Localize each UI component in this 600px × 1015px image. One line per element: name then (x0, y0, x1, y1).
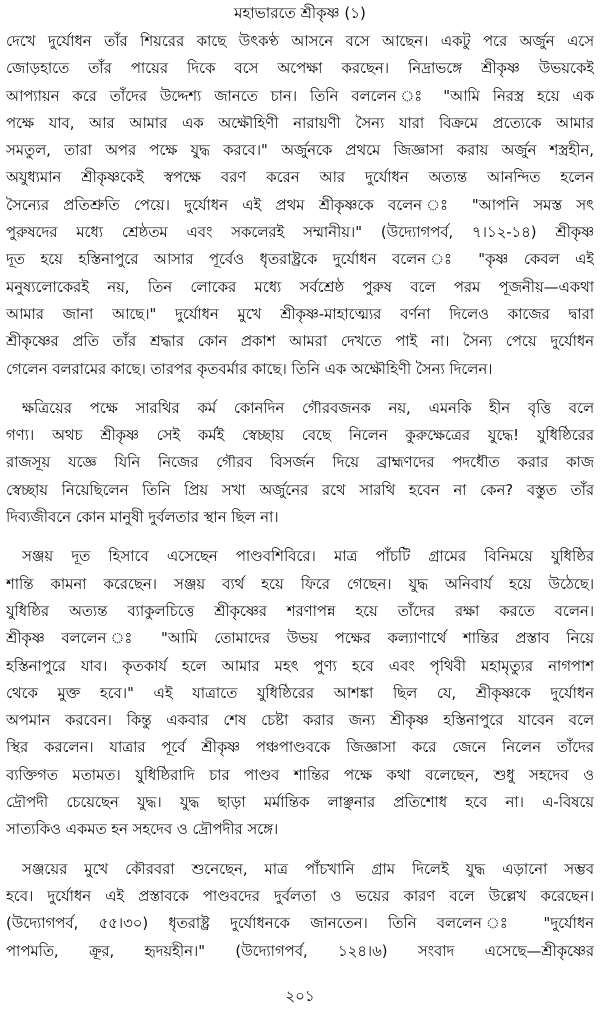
text-line: ক্ষত্রিয়ের পক্ষে সারথির কর্ম কোনদিন গৌরবজনক নয়, এমনকি হীন বৃত্তি বলে (22, 399, 594, 417)
text-line: শ্রীকৃষ্ণ বললেন ঃ "আমি তোমাদের উভয় পক্ষের কল্যাণার্থে শান্তির প্রস্তাব নিয়ে (6, 630, 594, 648)
text-line: দেখে দুর্যোধন তাঁর শিয়রের কাছে উৎকণ্ঠ আসনে বসে আছেন। একটু পরে অর্জুন এসে (6, 33, 594, 50)
text-line: পুরুষদের মধ্যে শ্রেষ্ঠতম এবং সকলেরই সম্মানীয়।" (উদ্যোগপর্ব, ৭।১২-১৪) শ্রীকৃষ্ণ (6, 224, 594, 242)
page-number: ২০১ (285, 987, 315, 1005)
paragraph-gap (6, 844, 594, 856)
text-line: স্বেচ্ছায় নিয়েছিলেন তিনি প্রিয় সখা অর্জুনের রথে সারথি হবেন না কেন? বস্তুত তাঁর (6, 481, 594, 499)
text-line: পক্ষে যাব, আর আমার এক অক্ষৌহিণী নারায়ণী সৈন্য যারা বিক্রমে প্রত্যেকে আমার (6, 114, 594, 132)
text-line: দূত হয়ে হস্তিনাপুরে আসার পূর্বেও ধৃতরাষ্ট্রকে দুর্যোধন বলেন ঃ "কৃষ্ণ কেবল এই (6, 251, 594, 269)
running-header-title: মহাভারতে শ্রীকৃষ্ণ (১) (234, 4, 366, 22)
text-line: জোড়হাতে তাঁর পায়ের দিকে বসে অপেক্ষা করছেন। নিদ্রাভঙ্গে শ্রীকৃষ্ণ উভয়কেই (6, 60, 594, 78)
paragraph-gap (6, 383, 594, 395)
text-line: সমতুল, তারা অপর পক্ষে যুদ্ধ করবে।" অর্জুনকে প্রথমে জিজ্ঞাসা করায় অর্জুন শস্ত্রহীন, (6, 142, 594, 160)
text-line: শান্তি কামনা করেছেন। সঞ্জয় ব্যর্থ হয়ে ফিরে গেছেন। যুদ্ধ অনিবার্য হয়ে উঠেছে। (6, 575, 594, 593)
text-line: দ্রৌপদী চেয়েছেন যুদ্ধ। যুদ্ধ ছাড়া মর্মান্তিক লাঞ্ছনার প্রতিশোধ হবে না। এ-বিষয়ে (6, 794, 594, 812)
text-line: রাজসূয় যজ্ঞে যিনি নিজের গৌরব বিসর্জন দিয়ে ব্রাহ্মণদের পদধৌত করার কাজ (6, 454, 594, 472)
text-line: (উদ্যোগপর্ব, ৫৫।৩০) ধৃতরাষ্ট্র দুর্যোধনকে জানতেন। তিনি বললেন ঃ "দুর্যোধন (6, 915, 594, 933)
text-line: আপ্যায়ন করে তাঁদের উদ্দেশ্য জানতে চান। তিনি বললেন ঃ "আমি নিরস্ত্র হয়ে এক (6, 87, 594, 105)
text-line: আমার জানা আছে।" দুর্যোধন মুখে শ্রীকৃষ্ণ-মাহাত্ম্যের বর্ণনা দিলেও কাজের দ্বারা (6, 305, 594, 323)
paragraph-3 (6, 543, 594, 843)
text-line: স্থির করলেন। যাত্রার পূর্বে শ্রীকৃষ্ণ পঞ্চপাণ্ডবকে জিজ্ঞাসা করে জেনে নিলেন তাঁদের (6, 739, 594, 757)
text-line: অযুধ্যমান শ্রীকৃষ্ণকেই স্বপক্ষে বরণ করেন আর দুর্যোধন অত্যন্ত আনন্দিত হলেন (6, 169, 594, 187)
text-line: দিব্যজীবনে কোন মানুষী দুর্বলতার স্থান ছিল না। (6, 509, 279, 527)
text-line: গণ্য। অথচ শ্রীকৃষ্ণ সেই কর্মই স্বেচ্ছায় বেছে নিলেন কুরুক্ষেত্রের যুদ্ধে! যুধিষ্ঠিরের (6, 427, 594, 445)
text-line: সঞ্জয়ের মুখে কৌরবরা শুনেছেন, মাত্র পাঁচখানি গ্রাম দিলেই যুদ্ধ এড়ানো সম্ভব (22, 860, 594, 878)
paragraph-1 (6, 28, 594, 383)
text-line: থেকে মুক্ত হবে।" এই যাত্রাতে যুধিষ্ঠিরের আশঙ্কা ছিল যে, শ্রীকৃষ্ণকে দুর্যোধন (6, 684, 594, 702)
text-line: সাত্যকিও একমত হন সহদেব ও দ্রৌপদীর সঙ্গে। (6, 821, 279, 839)
text-line: হবে। দুর্যোধন এই প্রস্তাবকে পাণ্ডবদের দুর্বলতা ও ভয়ের কারণ বলে উল্লেখ করেছেন। (6, 887, 594, 905)
text-line: সঞ্জয় দূত হিসাবে এসেছেন পাণ্ডবশিবিরে। মাত্র পাঁচটি গ্রামের বিনিময়ে যুধিষ্ঠির (22, 548, 594, 566)
paragraph-gap (6, 531, 594, 543)
text-line: গেলেন বলরামের কাছে। তারপর কৃতবর্মার কাছে। তিনি এক অক্ষৌহিণী সৈন্য দিলেন। (6, 360, 493, 378)
text-line: ব্যক্তিগত মতামত। যুধিষ্ঠিরাদি চার পাণ্ডব শান্তির পক্ষে কথা বলেছেন, শুধু সহদেব ও (6, 766, 594, 784)
text-line: পাপমতি, ক্রূর, হৃদয়হীন।" (উদ্যোগপর্ব, ১২৪।৬) সংবাদ এসেছে—শ্রীকৃষ্ণের (6, 942, 594, 960)
text-line: সৈন্যের প্রতিশ্রুতি পেয়ে। দুর্যোধন এই প্রথম শ্রীকৃষ্ণকে বলেন ঃ "আপনি সমস্ত সৎ (6, 196, 594, 214)
text-line: যুধিষ্ঠির অত্যন্ত ব্যাকুলচিত্তে শ্রীকৃষ্ণের শরণাপন্ন হয়ে তাঁদের রক্ষা করতে বলেন। (6, 602, 594, 620)
text-line: মনুষ্যলোকেরই নয়, তিন লোকের মধ্যে সর্বশ্রেষ্ঠ পুরুষ বলে পরম পূজনীয়—একথা (6, 278, 594, 296)
paragraph-4 (6, 856, 594, 965)
text-line: অপমান করবেন। কিন্তু একবার শেষ চেষ্টা করার জন্য শ্রীকৃষ্ণ হস্তিনাপুরে যাবেন বলে (6, 712, 594, 730)
text-line: হস্তিনাপুরে যাব। কৃতকার্য হলে আমার মহৎ পুণ্য হবে এবং পৃথিবী মহামৃত্যুর নাগপাশ (6, 657, 594, 675)
text-line: শ্রীকৃষ্ণের প্রতি তাঁর শ্রদ্ধার কোন প্রকাশ আমরা দেখতে পাই না। সৈন্য পেয়ে দুর্যোধন (6, 333, 594, 351)
paragraph-2 (6, 395, 594, 531)
